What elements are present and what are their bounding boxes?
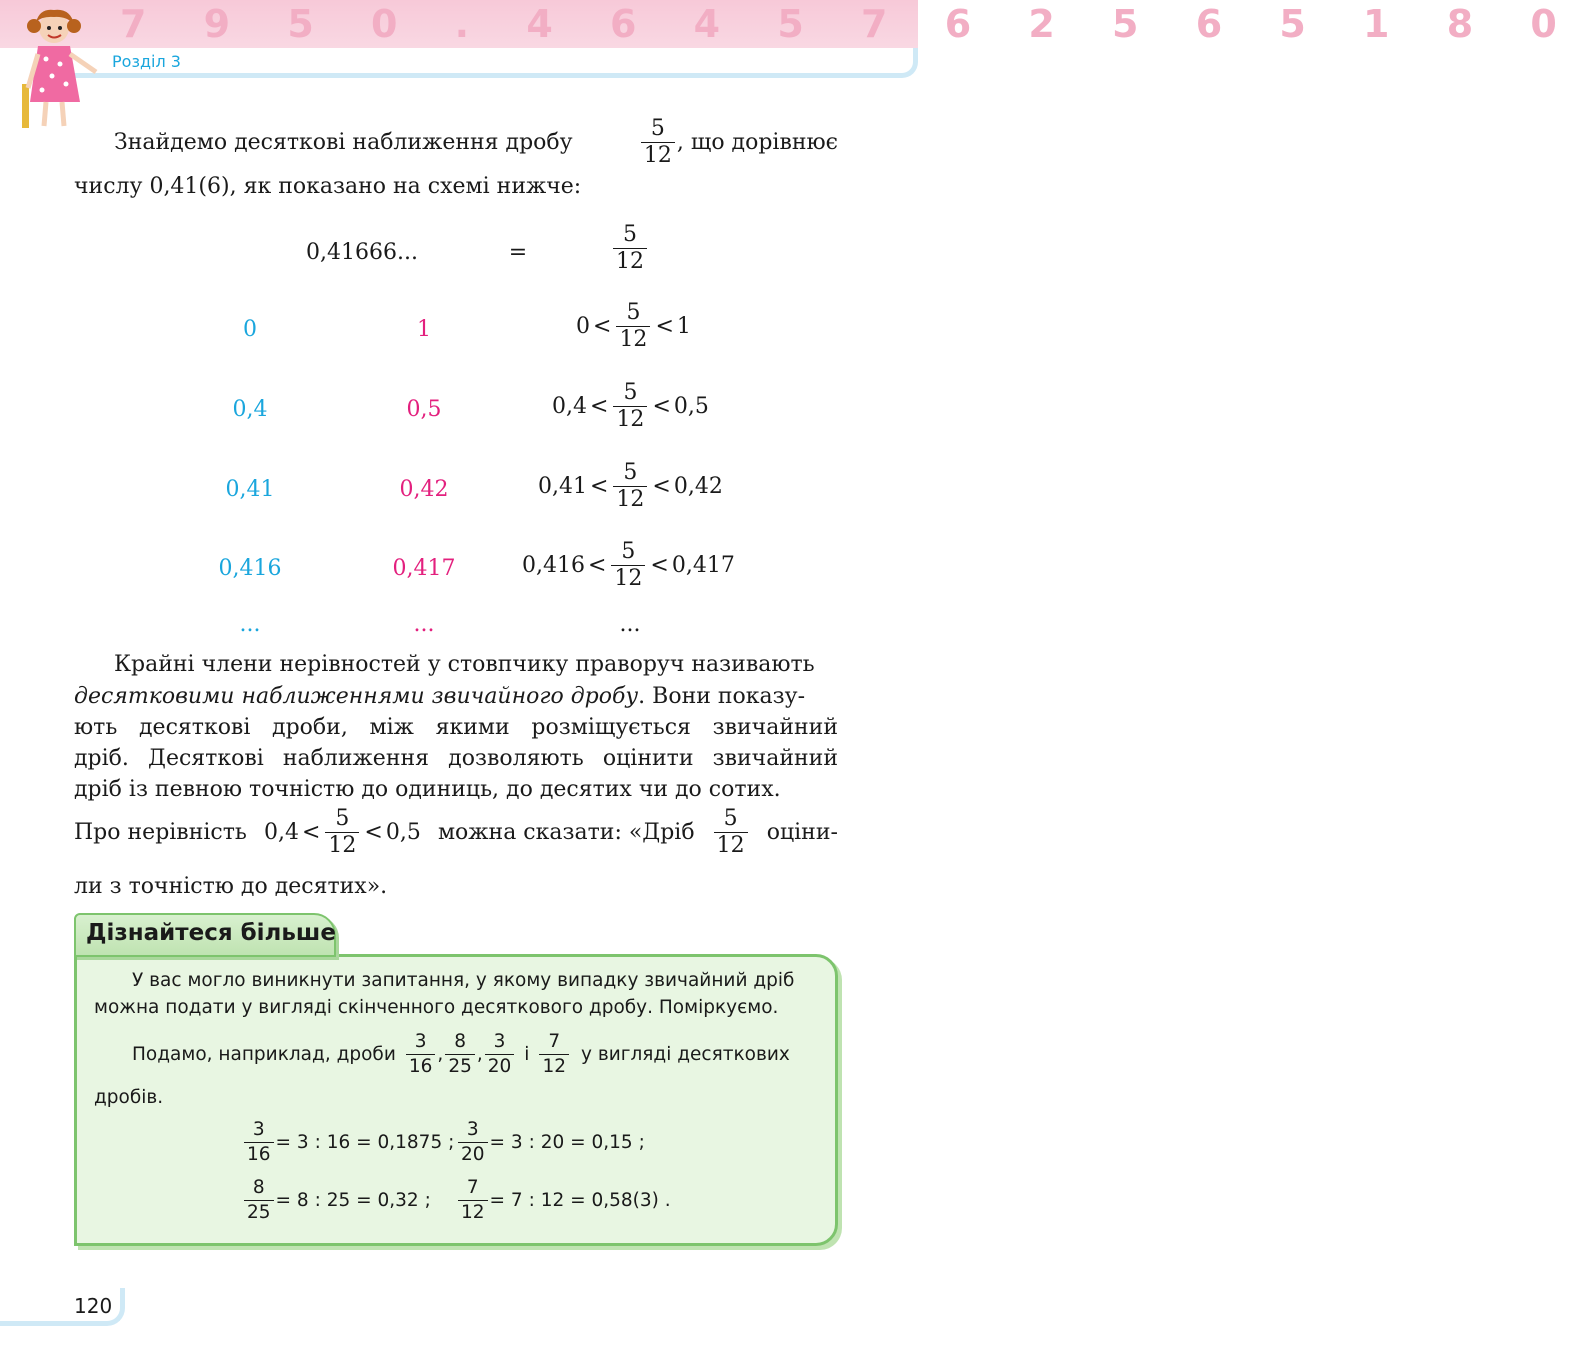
ineq-lt: < [652, 474, 671, 499]
ineq-lt: < [655, 314, 674, 339]
box-fraction [485, 1030, 515, 1079]
fraction-numerator: 8 [244, 1176, 274, 1201]
box-p2-line-1 [132, 1030, 790, 1079]
ineq-left: 0,4 [552, 394, 587, 419]
fraction-numerator: 5 [325, 806, 359, 833]
fraction-denominator: 16 [408, 1056, 433, 1077]
fraction-numerator: 3 [485, 1030, 515, 1055]
scheme-lower-bound: 0,4 [232, 397, 268, 422]
scheme-decimal: 0,41666... [306, 240, 418, 265]
fraction-numerator: 3 [458, 1118, 488, 1143]
comma: , [476, 1043, 483, 1065]
scheme-lower-bound: 0,416 [218, 556, 282, 581]
fraction-numerator: 5 [641, 116, 675, 143]
fraction-numerator: 5 [611, 539, 645, 566]
fraction-numerator: 3 [244, 1118, 274, 1143]
inline-inequality [264, 806, 421, 859]
ineq-lt: < [593, 314, 612, 339]
ineq-left: 0,4 [263, 819, 299, 845]
equation-text: = 3 : 16 = 0,1875 ; [275, 1131, 455, 1153]
fraction-denominator: 12 [616, 407, 645, 432]
comma: , [437, 1043, 444, 1065]
paragraph-text: оціни- [766, 819, 838, 845]
ineq-lt: < [587, 553, 607, 578]
box-fraction [406, 1030, 436, 1079]
ineq-lt: < [589, 474, 609, 499]
ineq-right: 0,417 [671, 553, 735, 578]
ineq-right: 1 [676, 314, 691, 339]
box-p1-line-2: можна подати у вигляді скінченного десяткового дробу. Поміркуємо. [94, 997, 779, 1018]
fraction-denominator: 12 [619, 327, 648, 352]
fraction-denominator: 16 [247, 1144, 271, 1165]
fraction-denominator: 12 [616, 487, 645, 512]
term-italic: десятковими наближеннями звичайного дробу [74, 684, 639, 709]
ineq-lt: < [652, 394, 671, 419]
box-equation [456, 1176, 671, 1225]
scheme-inequality [552, 380, 709, 433]
scheme-lower-bound: 0 [243, 317, 257, 342]
fraction-denominator: 12 [542, 1056, 566, 1077]
intro-fraction [641, 116, 675, 169]
header-band [0, 0, 1579, 48]
scheme-fraction [600, 222, 660, 275]
learn-more-title: Дізнайтеся більше [86, 920, 336, 946]
fraction-numerator: 3 [406, 1030, 436, 1055]
header-decor-digits: 7 9 5 0 . 4 6 4 5 7 6 2 5 6 5 1 8 0 [120, 2, 1579, 46]
box-p1-line-1: У вас могло виникнути запитання, у якому випадку звичайний дріб [132, 970, 795, 991]
ineq-right: 0,5 [673, 394, 709, 419]
paragraph-line-4: дріб. Десяткові наближення дозволяють оцінити звичайний [74, 746, 838, 771]
equation-text: = 7 : 12 = 0,58(3) . [489, 1189, 671, 1211]
scheme-inequality [538, 460, 723, 513]
ineq-lt: < [650, 553, 669, 578]
scheme-upper-bound: 0,5 [406, 397, 442, 422]
ineq-left: 0,416 [522, 553, 585, 578]
box-p2-line-2: дробів. [94, 1087, 164, 1108]
ineq-left: 0,41 [538, 474, 587, 499]
box-fraction [445, 1030, 475, 1079]
ineq-lt: < [364, 819, 383, 845]
fraction-denominator: 12 [461, 1202, 485, 1223]
fraction-numerator: 7 [539, 1030, 569, 1055]
paragraph-text: Про нерівність [74, 819, 247, 845]
fraction-numerator: 5 [616, 300, 650, 327]
scheme-lower-bound: 0,41 [225, 477, 275, 502]
fraction-numerator: 5 [613, 222, 647, 249]
ineq-left: 0 [576, 314, 590, 339]
paragraph-text: . Вони показу- [638, 684, 806, 709]
paragraph-line-1: Крайні члени нерівностей у стовпчику праворуч називають [114, 652, 815, 677]
equation-text: = 3 : 20 = 0,15 ; [489, 1131, 645, 1153]
scheme-equals: = [508, 240, 528, 265]
box-equation [456, 1118, 645, 1167]
scheme-upper-bound: 0,417 [392, 556, 456, 581]
paragraph-line-2 [74, 682, 805, 712]
scheme-inequality [576, 300, 691, 353]
ineq-lt: < [590, 394, 609, 419]
equation-text: = 8 : 25 = 0,32 ; [275, 1189, 431, 1211]
paragraph-line-3: ють десяткові дроби, між якими розміщується звичайний [74, 715, 838, 740]
fraction-denominator: 20 [487, 1056, 512, 1077]
box-text: Подамо, наприклад, дроби [132, 1043, 396, 1065]
page-number: 120 [74, 1294, 113, 1318]
intro-text-1: Знайдемо десяткові наближення дробу [114, 129, 573, 155]
box-fraction [539, 1030, 569, 1079]
fraction-denominator: 25 [448, 1056, 472, 1077]
fraction-numerator: 5 [613, 380, 647, 407]
fraction-numerator: 8 [445, 1030, 475, 1055]
paragraph-line-6 [74, 806, 838, 859]
intro-line-2: числу 0,41(6), як показано на схемі нижче: [74, 174, 582, 199]
box-equation [242, 1176, 431, 1225]
box-text: і [524, 1043, 530, 1065]
ineq-right: 0,42 [673, 474, 723, 499]
box-text: у вигляді десяткових [580, 1043, 790, 1065]
fraction-numerator: 5 [714, 806, 748, 833]
ineq-right: 0,5 [385, 819, 421, 845]
scheme-upper-bound: 1 [417, 317, 431, 342]
scheme-ellipsis: ... [619, 612, 641, 637]
fraction-denominator: 20 [461, 1144, 485, 1165]
fraction-denominator: 12 [614, 566, 643, 591]
fraction-numerator: 5 [613, 460, 647, 487]
scheme-ellipsis: ... [413, 612, 435, 637]
fraction-denominator: 12 [716, 833, 745, 858]
scheme-ellipsis: ... [239, 612, 261, 637]
fraction-denominator: 12 [643, 143, 672, 168]
section-label: Розділ 3 [112, 52, 181, 71]
intro-line-1 [114, 116, 838, 169]
fraction-denominator: 12 [328, 833, 357, 858]
paragraph-line-7: ли з точністю до десятих». [74, 874, 388, 899]
intro-text-2: , що дорівнює [676, 129, 838, 155]
scheme-upper-bound: 0,42 [399, 477, 449, 502]
ineq-lt: < [301, 819, 321, 845]
fraction-numerator: 7 [458, 1176, 488, 1201]
fraction-denominator: 12 [616, 249, 644, 274]
paragraph-text: можна сказати: «Дріб [437, 819, 695, 845]
girl-mascot-illustration [14, 4, 104, 132]
fraction-denominator: 25 [247, 1202, 271, 1223]
scheme-inequality [522, 539, 735, 592]
paragraph-line-5: дріб із певною точністю до одиниць, до десятих чи до сотих. [74, 777, 781, 802]
box-equation [242, 1118, 454, 1167]
